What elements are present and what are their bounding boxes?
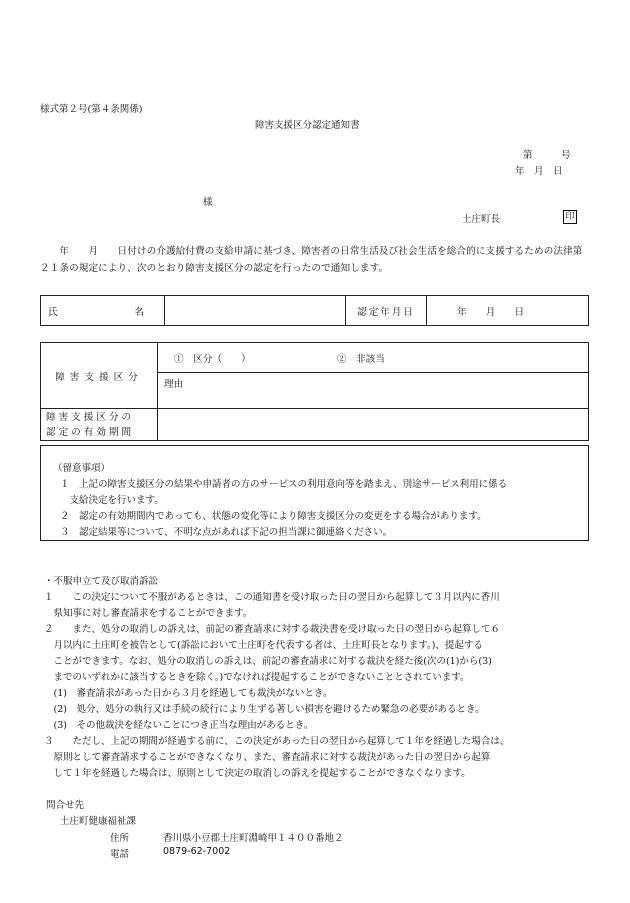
appeal-line: (2) 処分、処分の執行又は手続の続行により生ずる著しい損害を避けるため緊急の必要があるとき。	[44, 704, 485, 715]
validity-value	[158, 409, 589, 441]
form-label: 様式第２号(第４条関係)	[40, 104, 143, 115]
appeal-line: (3) その他裁決を経ないことにつき正当な理由があるとき。	[44, 720, 314, 731]
appeal-line: までのいずれかに該当するときを除く。)でなければ提起することができないこととされています。	[44, 672, 470, 683]
option-not-applicable: ② 非該当	[336, 353, 385, 365]
appeal-line: (1) 審査請求があった日から３月を経過しても裁決がないとき。	[44, 688, 333, 699]
category-label: 障害支援区分	[41, 343, 158, 409]
certification-date-label: 認定年月日	[346, 296, 427, 326]
contact-department: 土庄町健康福祉課	[60, 816, 137, 827]
reason-cell: 理由	[158, 373, 589, 409]
note-item: 支給決定を行います。	[60, 495, 164, 506]
appeal-line: ２ また、処分の取消しの訴えは、前記の審査請求に対する裁決書を受け取った日の翌日から起算して６	[44, 624, 501, 635]
contact-phone-label: 電話	[110, 849, 130, 860]
appeal-line: 県知事に対し審査請求をすることができます。	[44, 608, 253, 619]
category-table	[40, 342, 589, 441]
notes-heading: （留意事項）	[53, 463, 111, 474]
contact-heading: 問合せ先	[46, 800, 85, 811]
note-item: １ 上記の障害支援区分の結果や申請者の方のサービスの利用意向等を踏まえ、別途サービス利用に係る	[60, 479, 508, 490]
intro-paragraph: 年 月 日付けの介護給付費の支給申請に基づき、障害者の日常生活及び社会生活を総合的に支援するための法律第２１条の規定により、次のとおり障害支援区分の認定を行ったので通知します。	[40, 246, 583, 274]
recipient-suffix: 様	[203, 197, 213, 208]
page-title: 障害支援区分認定通知書	[255, 120, 360, 131]
appeal-line: ことができます。なお、処分の取消しの訴えは、前記の審査請求に対する裁決を経た後(次の(1)から(3)	[44, 656, 492, 667]
document-date: 年 月 日	[515, 166, 563, 177]
certification-date-value: 年 月 日	[427, 296, 589, 326]
notes-box	[40, 445, 589, 541]
validity-label: 障害支援区分の 認定の有効期間	[41, 409, 158, 441]
name-value	[165, 296, 346, 326]
contact-address-label: 住所	[110, 833, 130, 844]
appeal-line: 月以内に土庄町を被告として(訴訟において土庄町を代表する者は、土庄町長となります。)、提起する	[44, 640, 483, 651]
appeal-heading: ・不服申立て及び取消訴訟	[44, 576, 159, 587]
category-options	[158, 343, 589, 373]
appeal-line: して１年を経過した場合は、原則として決定の取消しの訴えを提起することができなくなります。	[44, 768, 471, 779]
appeal-line: ３ ただし、上記の期間が経過する前に、この決定があった日の翌日から起算して１年を経過した場合は、	[44, 736, 510, 747]
appeal-line: 原則として審査請求することができなくなり、また、審査請求に対する裁決があった日の翌日から起算	[44, 752, 491, 763]
issuer: 土庄町長	[462, 214, 501, 225]
document-number: 第 号	[523, 150, 571, 161]
option-category: ① 区分（ ）	[174, 353, 251, 365]
appeal-line: １ この決定について不服があるときは、この通知書を受け取った日の翌日から起算して３月以内に香川	[44, 592, 500, 603]
contact-address: 香川県小豆郡土庄町淵崎甲１４００番地２	[163, 833, 344, 844]
name-label: 氏 名	[41, 296, 165, 326]
name-table	[40, 295, 589, 326]
contact-phone: 0879-62-7002	[163, 846, 231, 857]
seal-mark: 印	[563, 210, 577, 224]
note-item: ２ 認定の有効期間内であっても、状態の変化等により障害支援区分の変更をする場合があります。	[60, 511, 487, 522]
note-item: ３ 認定結果等について、不明な点があれば下記の担当課に御連絡ください。	[60, 527, 393, 538]
